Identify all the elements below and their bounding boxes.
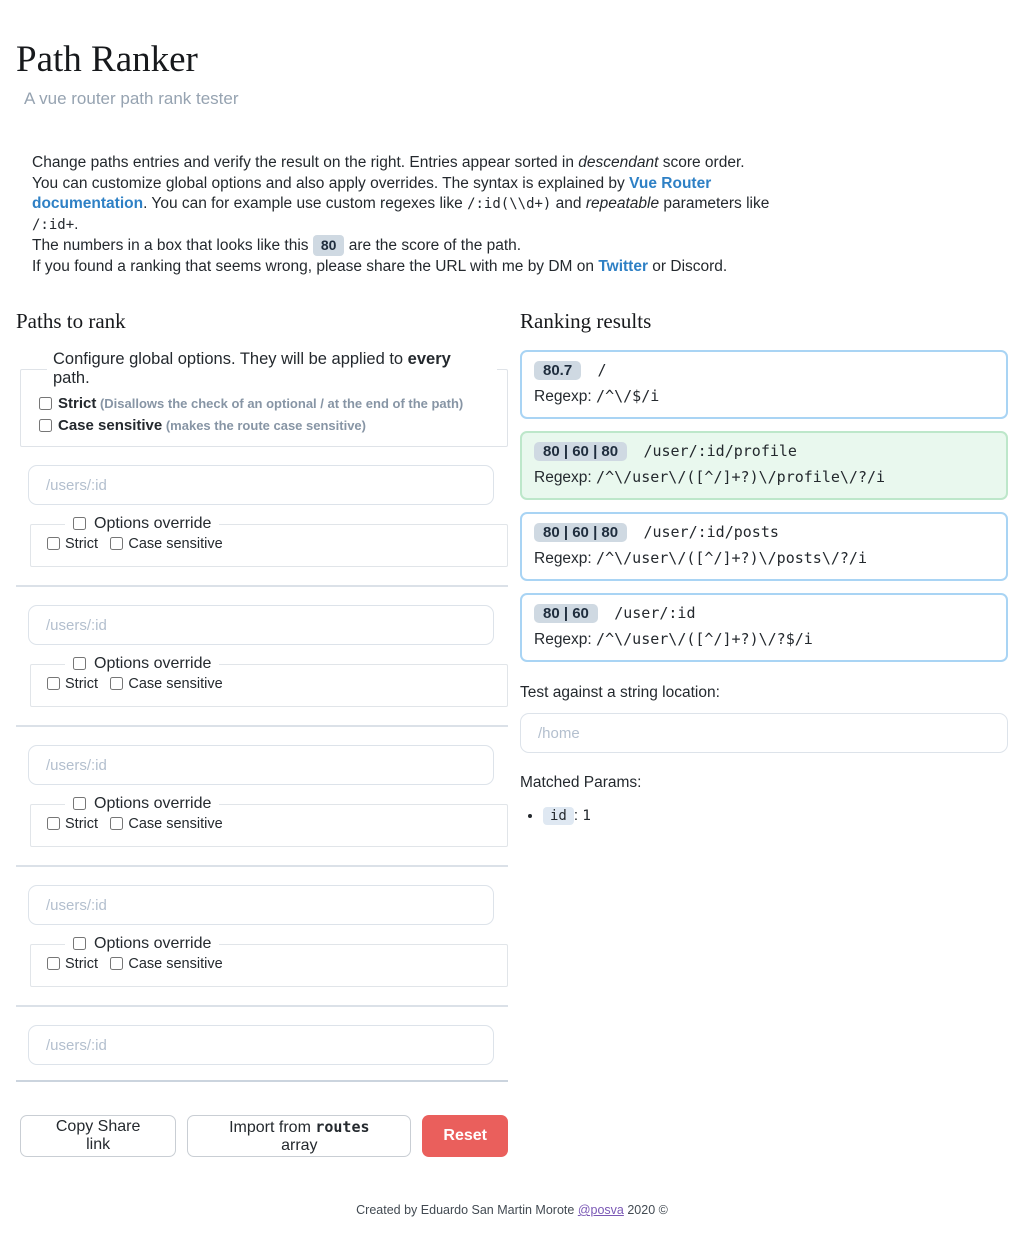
global-option-case-sensitive[interactable]: Case sensitive (makes the route case sensitive): [39, 417, 497, 434]
case-sensitive-option[interactable]: Case sensitive: [110, 676, 222, 692]
param-key-badge: id: [543, 807, 574, 825]
options-override-checkbox[interactable]: [73, 797, 86, 810]
main-columns: [16, 293, 1008, 1157]
options-override-label: Options override: [94, 515, 212, 532]
description-line: If you found a ranking that seems wrong, please share the URL with me by DM on Twitter or Discord.: [32, 257, 728, 275]
result-path: /: [597, 361, 607, 379]
path-input[interactable]: [28, 885, 494, 925]
inline-link[interactable]: Vue Router documentation: [32, 174, 712, 212]
ranking-result: [520, 593, 1008, 662]
strict-option[interactable]: Strict: [47, 676, 98, 692]
ranking-result: [520, 350, 1008, 419]
ranking-results-list: [520, 350, 1008, 662]
strict-option[interactable]: Strict: [47, 536, 98, 552]
options-override-checkbox[interactable]: [73, 657, 86, 670]
paths-panel: [16, 293, 508, 1157]
description: [32, 153, 802, 277]
strict-option[interactable]: Strict: [47, 956, 98, 972]
path-entries: [16, 465, 508, 1082]
path-entry: [16, 885, 508, 1007]
result-path: /user/:id: [614, 604, 696, 622]
options-override-checkbox[interactable]: [73, 937, 86, 950]
options-override-fieldset: [30, 515, 508, 567]
score-badge: 80 | 60 | 80: [534, 442, 627, 461]
options-override-label: Options override: [94, 655, 212, 672]
copy-share-link-button[interactable]: Copy Share link: [20, 1115, 176, 1157]
path-entry: [16, 465, 508, 587]
path-entry: [16, 1025, 508, 1082]
test-location-input[interactable]: [520, 713, 1008, 753]
entry-divider: [16, 1080, 508, 1082]
score-badge: 80 | 60 | 80: [534, 523, 627, 542]
path-input[interactable]: [28, 1025, 494, 1065]
result-regexp: Regexp: /^\/user\/([^/]+?)\/profile\/?/i: [534, 468, 886, 486]
options-override-legend: [65, 935, 219, 953]
entry-divider: [16, 865, 508, 867]
global-option-checkbox[interactable]: [39, 419, 52, 432]
path-input[interactable]: [28, 465, 494, 505]
override-options: [47, 675, 497, 693]
inline-link[interactable]: Twitter: [598, 257, 648, 275]
page-subtitle: A vue router path rank tester: [24, 89, 239, 108]
options-override-fieldset: [30, 795, 508, 847]
options-override-fieldset: [30, 655, 508, 707]
matched-param: • id : 1: [543, 807, 1008, 824]
result-regexp: Regexp: /^\/user\/([^/]+?)\/posts\/?/i: [534, 549, 867, 567]
options-override-legend: [65, 795, 219, 813]
test-location-label: Test against a string location:: [520, 684, 720, 701]
result-regexp: Regexp: /^\/$/i: [534, 387, 660, 405]
option-hint: (makes the route case sensitive): [162, 418, 366, 433]
case-sensitive-checkbox[interactable]: [110, 537, 123, 550]
footer-credit-text: Created by Eduardo San Martin Morote: [356, 1203, 578, 1217]
description-line: The numbers in a box that looks like this 80 are the score of the path.: [32, 237, 522, 254]
entry-divider: [16, 725, 508, 727]
ranking-result: [520, 512, 1008, 581]
override-options: [47, 815, 497, 833]
score-example-badge: 80: [313, 235, 345, 256]
path-entry: [16, 745, 508, 867]
case-sensitive-checkbox[interactable]: [110, 817, 123, 830]
result-regexp: Regexp: /^\/user\/([^/]+?)\/?$/i: [534, 630, 813, 648]
case-sensitive-checkbox[interactable]: [110, 957, 123, 970]
options-override-checkbox[interactable]: [73, 517, 86, 530]
path-input[interactable]: [28, 605, 494, 645]
results-heading: Ranking results: [520, 309, 652, 333]
case-sensitive-checkbox[interactable]: [110, 677, 123, 690]
override-options: [47, 535, 497, 553]
posva-link[interactable]: @posva: [577, 1203, 624, 1217]
global-option-strict[interactable]: Strict (Disallows the check of an optional / at the end of the path): [39, 395, 497, 412]
options-override-fieldset: [30, 935, 508, 987]
results-panel: [520, 293, 1008, 1157]
description-line: Change paths entries and verify the result on the right. Entries appear sorted in descendant score order.: [32, 154, 745, 171]
page-title: Path Ranker: [16, 39, 198, 80]
case-sensitive-option[interactable]: Case sensitive: [110, 816, 222, 832]
param-value: 1: [582, 808, 591, 824]
strict-checkbox[interactable]: [47, 537, 60, 550]
options-override-legend: [65, 655, 219, 673]
entry-divider: [16, 1005, 508, 1007]
options-override-legend: [65, 515, 219, 533]
inline-code: routes: [315, 1117, 370, 1136]
inline-code: /:id(\\d+): [467, 196, 552, 212]
reset-button[interactable]: Reset: [422, 1115, 508, 1157]
footer-year-text: 2020 ©: [623, 1203, 668, 1217]
path-input[interactable]: [28, 745, 494, 785]
score-badge: 80.7: [534, 361, 581, 380]
options-override-label: Options override: [94, 935, 212, 952]
matched-params-list: [520, 807, 1008, 824]
strict-option[interactable]: Strict: [47, 816, 98, 832]
entry-divider: [16, 585, 508, 587]
path-entry: [16, 605, 508, 727]
strict-checkbox[interactable]: [47, 957, 60, 970]
strict-checkbox[interactable]: [47, 817, 60, 830]
actions-row: [20, 1115, 508, 1157]
global-options-fieldset: [20, 350, 508, 447]
case-sensitive-option[interactable]: Case sensitive: [110, 956, 222, 972]
global-options-legend: Configure global options. They will be applied to every path.: [53, 350, 451, 387]
footer: [16, 1203, 1008, 1217]
ranking-result: [520, 431, 1008, 500]
score-badge: 80 | 60: [534, 604, 598, 623]
result-path: /user/:id/profile: [643, 442, 797, 460]
option-hint: (Disallows the check of an optional / at the end of the path): [96, 396, 464, 411]
options-override-label: Options override: [94, 795, 212, 812]
import-routes-button[interactable]: Import from routes array: [187, 1115, 411, 1157]
result-path: /user/:id/posts: [643, 523, 779, 541]
paths-heading: Paths to rank: [16, 309, 126, 333]
global-options-list: [39, 395, 497, 434]
strict-checkbox[interactable]: [47, 677, 60, 690]
case-sensitive-option[interactable]: Case sensitive: [110, 536, 222, 552]
matched-params-label: Matched Params:: [520, 774, 642, 791]
global-option-checkbox[interactable]: [39, 397, 52, 410]
description-line: You can customize global options and also apply overrides. The syntax is explained by Vue Router documentation. You can for example use custom regexes like /:id(\\d+) and repeatable parameters like /:id+.: [32, 174, 770, 233]
override-options: [47, 955, 497, 973]
inline-code: /:id+: [32, 216, 75, 233]
